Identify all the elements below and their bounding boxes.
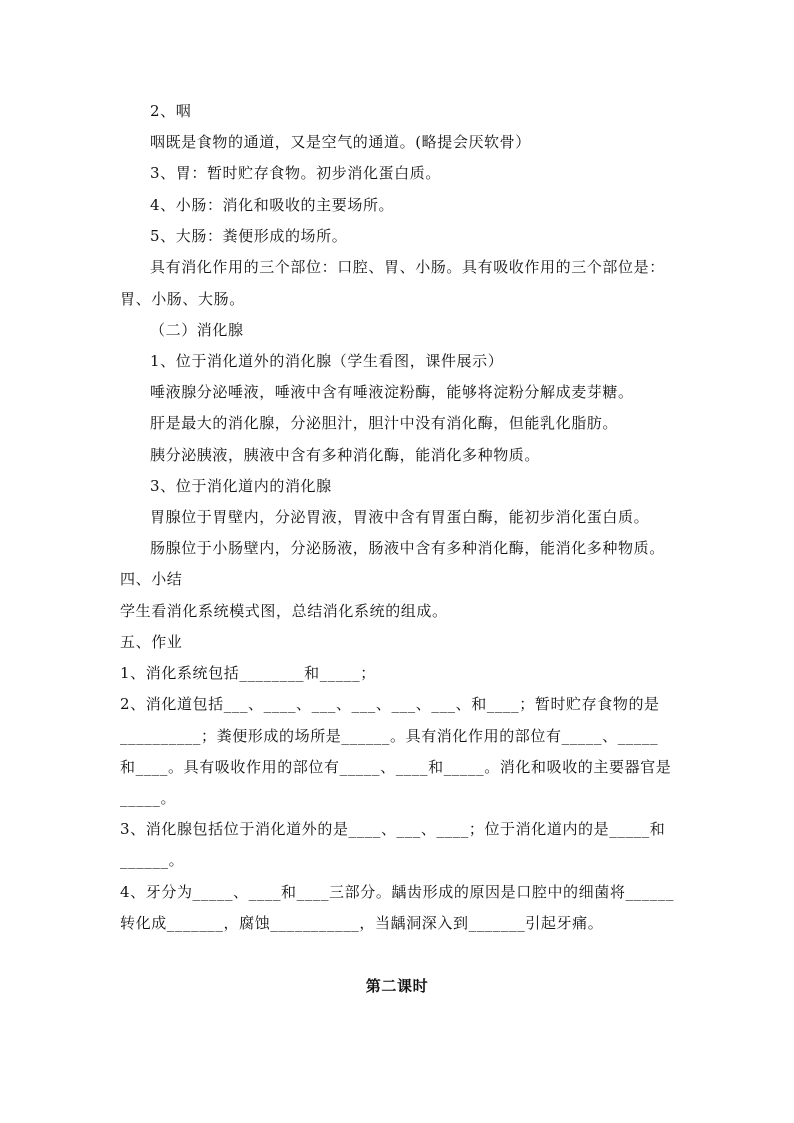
text-line-12: 胰分泌胰液，胰液中含有多种消化酶，能消化多种物质。 xyxy=(150,446,541,464)
text-line-4: 4、小肠：消化和吸收的主要场所。 xyxy=(150,196,395,214)
text-line-26: 4、牙分为_____、____和____三部分。龋齿形成的原因是口腔中的细菌将______ xyxy=(120,883,675,901)
text-line-11: 肝是最大的消化腺，分泌胆汁，胆汁中没有消化酶，但能乳化脂肪。 xyxy=(150,414,619,432)
text-line-6: 具有消化作用的三个部位：口腔、胃、小肠。具有吸收作用的三个部位是： xyxy=(150,258,665,276)
text-line-20: 2、消化道包括___、____、___、___、___、___、和____；暂时贮存食物的是 xyxy=(120,695,660,713)
text-line-10: 唾液腺分泌唾液，唾液中含有唾液淀粉酶，能够将淀粉分解成麦芽糖。 xyxy=(150,383,634,401)
text-line-22: 和____。具有吸收作用的部位有_____、____和_____。消化和吸收的主要器官是 xyxy=(120,758,672,776)
text-line-17: 学生看消化系统模式图，总结消化系统的组成。 xyxy=(120,602,448,620)
text-line-16: 四、小结 xyxy=(120,570,183,588)
text-line-2: 咽既是食物的通道，又是空气的通道。(略提会厌软骨） xyxy=(150,133,531,151)
text-line-8: （二）消化腺 xyxy=(150,321,244,339)
text-line-25: ______。 xyxy=(120,851,185,869)
text-line-14: 胃腺位于胃壁内，分泌胃液，胃液中含有胃蛋白酶，能初步消化蛋白质。 xyxy=(150,508,650,526)
text-line-1: 2、咽 xyxy=(150,102,192,120)
text-line-19: 1、消化系统包括________和_____； xyxy=(120,664,376,682)
text-line-23: _____。 xyxy=(120,789,177,807)
text-line-7: 胃、小肠、大肠。 xyxy=(120,290,245,308)
text-line-18: 五、作业 xyxy=(120,633,183,651)
text-line-9: 1、位于消化道外的消化腺（学生看图，课件展示） xyxy=(150,352,504,370)
text-line-13: 3、位于消化道内的消化腺 xyxy=(150,477,332,495)
text-line-3: 3、胃：暂时贮存食物。初步消化蛋白质。 xyxy=(150,164,441,182)
text-line-5: 5、大肠：粪便形成的场所。 xyxy=(150,227,348,245)
text-line-21: __________；粪便形成的场所是______。具有消化作用的部位有_____、_____ xyxy=(120,727,659,745)
section-heading: 第二课时 xyxy=(365,977,429,995)
text-line-15: 肠腺位于小肠壁内，分泌肠液，肠液中含有多种消化酶，能消化多种物质。 xyxy=(150,539,665,557)
text-line-24: 3、消化腺包括位于消化道外的是____、___、____；位于消化道内的是_____和 xyxy=(120,820,666,838)
text-line-27: 转化成_______，腐蚀___________，当龋洞深入到_______引起牙痛。 xyxy=(120,914,604,932)
